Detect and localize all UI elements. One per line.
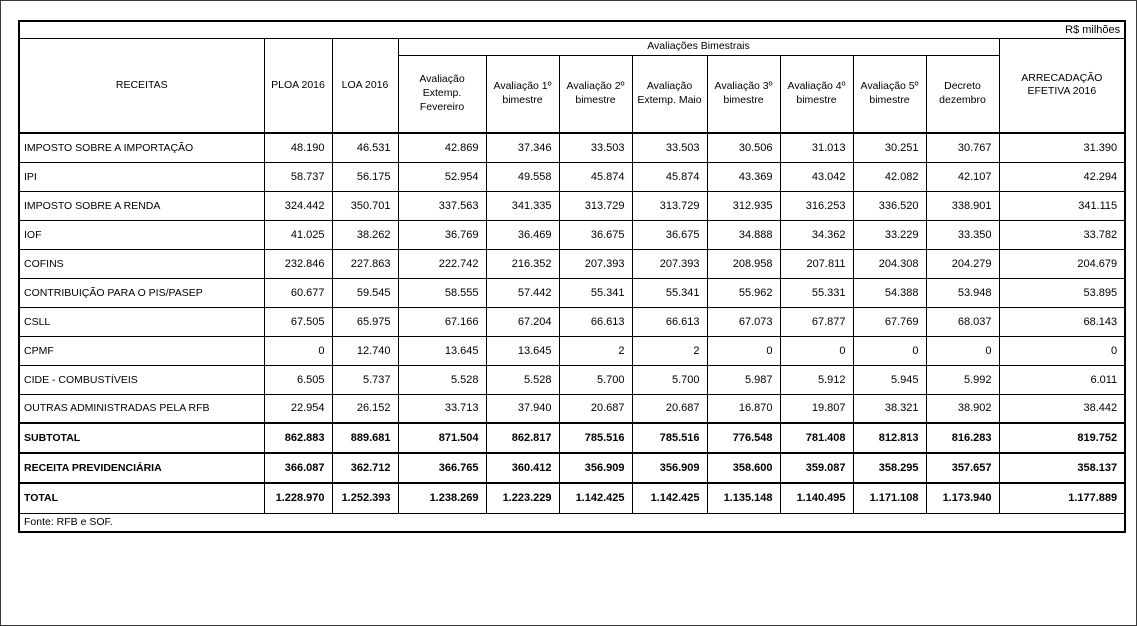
value-cell: 67.204 [486,307,559,336]
value-cell: 42.107 [926,162,999,191]
value-cell: 1.252.393 [332,483,398,513]
value-cell: 5.987 [707,365,780,394]
column-header-bimestral-8: Decreto dezembro [926,55,999,133]
column-header-ploa-2016: PLOA 2016 [264,38,332,133]
source-note: Fonte: RFB e SOF. [19,513,1125,532]
value-cell: 0 [999,336,1125,365]
value-cell: 6.505 [264,365,332,394]
value-cell: 222.742 [398,249,486,278]
value-cell: 359.087 [780,453,853,483]
column-header-arrecadacao-efetiva-2016: ARRECADAÇÃO EFETIVA 2016 [999,38,1125,133]
value-cell: 0 [707,336,780,365]
value-cell: 57.442 [486,278,559,307]
value-cell: 43.369 [707,162,780,191]
value-cell: 42.869 [398,133,486,162]
value-cell: 34.888 [707,220,780,249]
value-cell: 2 [632,336,707,365]
table-row [19,365,1125,394]
value-cell: 350.701 [332,191,398,220]
revenue-evaluation-table [18,20,1126,533]
row-label: IOF [19,220,264,249]
value-cell: 66.613 [559,307,632,336]
value-cell: 30.767 [926,133,999,162]
value-cell: 232.846 [264,249,332,278]
value-cell: 0 [264,336,332,365]
row-label: IMPOSTO SOBRE A RENDA [19,191,264,220]
table-row [19,278,1125,307]
value-cell: 68.143 [999,307,1125,336]
value-cell: 0 [926,336,999,365]
unit-row [19,21,1125,38]
value-cell: 889.681 [332,423,398,453]
value-cell: 22.954 [264,394,332,423]
value-cell: 59.545 [332,278,398,307]
value-cell: 816.283 [926,423,999,453]
value-cell: 5.992 [926,365,999,394]
value-cell: 1.238.269 [398,483,486,513]
value-cell: 53.895 [999,278,1125,307]
value-cell: 341.335 [486,191,559,220]
value-cell: 1.171.108 [853,483,926,513]
value-cell: 362.712 [332,453,398,483]
value-cell: 49.558 [486,162,559,191]
value-cell: 13.645 [398,336,486,365]
value-cell: 20.687 [632,394,707,423]
value-cell: 338.901 [926,191,999,220]
column-header-bimestral-2: Avaliação 1º bimestre [486,55,559,133]
value-cell: 42.082 [853,162,926,191]
value-cell: 34.362 [780,220,853,249]
value-cell: 1.173.940 [926,483,999,513]
column-header-bimestral-6: Avaliação 4º bimestre [780,55,853,133]
value-cell: 5.700 [632,365,707,394]
value-cell: 862.817 [486,423,559,453]
group-header-avaliacoes-bimestrais: Avaliações Bimestrais [398,38,999,55]
value-cell: 316.253 [780,191,853,220]
value-cell: 19.807 [780,394,853,423]
table-row [19,162,1125,191]
value-cell: 785.516 [559,423,632,453]
value-cell: 862.883 [264,423,332,453]
value-cell: 341.115 [999,191,1125,220]
value-cell: 36.769 [398,220,486,249]
value-cell: 313.729 [559,191,632,220]
value-cell: 38.321 [853,394,926,423]
value-cell: 358.295 [853,453,926,483]
value-cell: 33.350 [926,220,999,249]
summary-row [19,483,1125,513]
table-row [19,133,1125,162]
value-cell: 36.469 [486,220,559,249]
value-cell: 30.506 [707,133,780,162]
value-cell: 204.279 [926,249,999,278]
value-cell: 207.393 [632,249,707,278]
table-row [19,191,1125,220]
table-row [19,336,1125,365]
value-cell: 67.505 [264,307,332,336]
value-cell: 53.948 [926,278,999,307]
value-cell: 67.166 [398,307,486,336]
column-header-bimestral-7: Avaliação 5º bimestre [853,55,926,133]
row-label: CIDE - COMBUSTÍVEIS [19,365,264,394]
value-cell: 812.813 [853,423,926,453]
value-cell: 38.902 [926,394,999,423]
group-header-row [19,38,1125,55]
value-cell: 55.962 [707,278,780,307]
value-cell: 1.223.229 [486,483,559,513]
value-cell: 55.331 [780,278,853,307]
value-cell: 781.408 [780,423,853,453]
value-cell: 366.087 [264,453,332,483]
value-cell: 819.752 [999,423,1125,453]
value-cell: 0 [780,336,853,365]
row-label: SUBTOTAL [19,423,264,453]
currency-unit-label: R$ milhões [19,21,1125,38]
value-cell: 58.555 [398,278,486,307]
value-cell: 33.782 [999,220,1125,249]
column-header-bimestral-5: Avaliação 3º bimestre [707,55,780,133]
value-cell: 1.177.889 [999,483,1125,513]
value-cell: 5.912 [780,365,853,394]
column-header-receitas: RECEITAS [19,38,264,133]
value-cell: 68.037 [926,307,999,336]
value-cell: 337.563 [398,191,486,220]
value-cell: 42.294 [999,162,1125,191]
value-cell: 37.940 [486,394,559,423]
table-row [19,249,1125,278]
value-cell: 67.877 [780,307,853,336]
value-cell: 58.737 [264,162,332,191]
source-row [19,513,1125,532]
value-cell: 38.442 [999,394,1125,423]
value-cell: 31.013 [780,133,853,162]
value-cell: 60.677 [264,278,332,307]
column-header-bimestral-3: Avaliação 2º bimestre [559,55,632,133]
value-cell: 52.954 [398,162,486,191]
row-label: COFINS [19,249,264,278]
value-cell: 45.874 [559,162,632,191]
value-cell: 33.503 [632,133,707,162]
value-cell: 360.412 [486,453,559,483]
value-cell: 204.308 [853,249,926,278]
value-cell: 41.025 [264,220,332,249]
value-cell: 56.175 [332,162,398,191]
value-cell: 5.528 [486,365,559,394]
value-cell: 1.140.495 [780,483,853,513]
value-cell: 12.740 [332,336,398,365]
value-cell: 204.679 [999,249,1125,278]
value-cell: 6.011 [999,365,1125,394]
value-cell: 46.531 [332,133,398,162]
value-cell: 5.700 [559,365,632,394]
value-cell: 207.393 [559,249,632,278]
column-header-bimestral-1: Avaliação Extemp. Fevereiro [398,55,486,133]
value-cell: 2 [559,336,632,365]
value-cell: 38.262 [332,220,398,249]
value-cell: 16.870 [707,394,780,423]
column-header-bimestral-4: Avaliação Extemp. Maio [632,55,707,133]
value-cell: 207.811 [780,249,853,278]
value-cell: 871.504 [398,423,486,453]
value-cell: 36.675 [632,220,707,249]
value-cell: 55.341 [559,278,632,307]
value-cell: 366.765 [398,453,486,483]
table-row [19,394,1125,423]
value-cell: 45.874 [632,162,707,191]
value-cell: 358.600 [707,453,780,483]
row-label: CPMF [19,336,264,365]
value-cell: 67.073 [707,307,780,336]
row-label: IPI [19,162,264,191]
value-cell: 785.516 [632,423,707,453]
value-cell: 54.388 [853,278,926,307]
value-cell: 776.548 [707,423,780,453]
value-cell: 67.769 [853,307,926,336]
value-cell: 358.137 [999,453,1125,483]
value-cell: 33.713 [398,394,486,423]
value-cell: 20.687 [559,394,632,423]
value-cell: 216.352 [486,249,559,278]
row-label: CSLL [19,307,264,336]
value-cell: 66.613 [632,307,707,336]
value-cell: 37.346 [486,133,559,162]
value-cell: 336.520 [853,191,926,220]
value-cell: 1.228.970 [264,483,332,513]
value-cell: 31.390 [999,133,1125,162]
value-cell: 356.909 [559,453,632,483]
value-cell: 208.958 [707,249,780,278]
value-cell: 5.945 [853,365,926,394]
value-cell: 13.645 [486,336,559,365]
value-cell: 324.442 [264,191,332,220]
value-cell: 43.042 [780,162,853,191]
row-label: OUTRAS ADMINISTRADAS PELA RFB [19,394,264,423]
value-cell: 1.142.425 [632,483,707,513]
value-cell: 1.135.148 [707,483,780,513]
value-cell: 1.142.425 [559,483,632,513]
value-cell: 30.251 [853,133,926,162]
table-row [19,307,1125,336]
summary-row [19,453,1125,483]
value-cell: 357.657 [926,453,999,483]
value-cell: 55.341 [632,278,707,307]
row-label: RECEITA PREVIDENCIÁRIA [19,453,264,483]
table-row [19,220,1125,249]
value-cell: 356.909 [632,453,707,483]
value-cell: 5.737 [332,365,398,394]
value-cell: 33.503 [559,133,632,162]
value-cell: 65.975 [332,307,398,336]
value-cell: 313.729 [632,191,707,220]
column-header-loa-2016: LOA 2016 [332,38,398,133]
value-cell: 0 [853,336,926,365]
value-cell: 5.528 [398,365,486,394]
row-label: TOTAL [19,483,264,513]
value-cell: 48.190 [264,133,332,162]
row-label: CONTRIBUIÇÃO PARA O PIS/PASEP [19,278,264,307]
value-cell: 312.935 [707,191,780,220]
summary-row [19,423,1125,453]
value-cell: 33.229 [853,220,926,249]
value-cell: 26.152 [332,394,398,423]
value-cell: 36.675 [559,220,632,249]
row-label: IMPOSTO SOBRE A IMPORTAÇÃO [19,133,264,162]
value-cell: 227.863 [332,249,398,278]
